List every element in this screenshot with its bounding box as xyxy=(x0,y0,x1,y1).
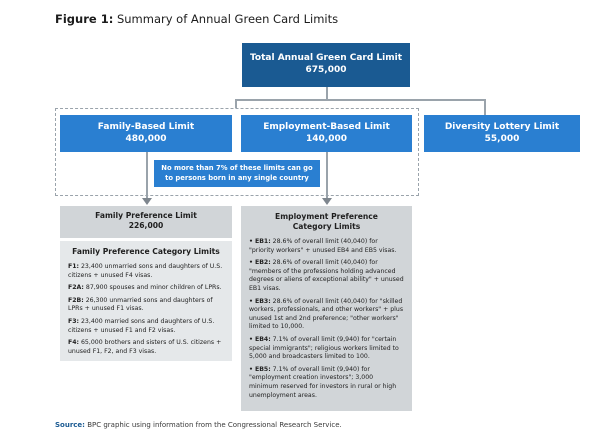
category-text: 65,000 brothers and sisters of U.S. citizens + unused F1, F2, and F3 visas. xyxy=(68,339,222,355)
category-item xyxy=(249,259,404,293)
family-preference-limit-title: Family Preference Limit xyxy=(95,211,197,220)
category-item xyxy=(249,366,404,400)
connector-horizontal xyxy=(235,99,485,101)
category-item xyxy=(68,263,224,280)
category-code: F4: xyxy=(68,339,80,347)
total-limit-value: 675,000 xyxy=(305,65,347,75)
category-code: EB3: xyxy=(254,297,271,305)
family-limit-box xyxy=(60,115,232,152)
category-code: EB2: xyxy=(254,259,271,267)
figure-label: Figure 1: xyxy=(55,12,114,26)
total-limit-title: Total Annual Green Card Limit xyxy=(249,53,403,63)
family-preference-limit-value: 226,000 xyxy=(128,221,164,230)
category-code: F2A: xyxy=(68,284,84,292)
category-item xyxy=(68,297,224,314)
bullet-icon: • xyxy=(249,335,253,343)
bullet-icon: • xyxy=(249,238,253,245)
family-limit-title: Family-Based Limit xyxy=(97,122,195,132)
category-text: 28.6% of overall limit (40,040) for "priority workers" + unused EB4 and EB5 visas. xyxy=(249,238,397,254)
employment-categories-list xyxy=(249,238,404,400)
employment-limit-title: Employment-Based Limit xyxy=(263,122,390,132)
source-note xyxy=(55,421,342,429)
category-code: F1: xyxy=(68,263,80,270)
category-code: F3: xyxy=(68,317,80,325)
family-preference-limit-box xyxy=(60,206,232,238)
category-text: 7.1% of overall limit (9,940) for "certain special immigrants"; religious workers limited to 5,000 and broadcasters limited to 100. xyxy=(249,335,399,361)
family-categories-list xyxy=(68,263,224,356)
family-arrow-line xyxy=(146,152,148,200)
category-item xyxy=(249,336,404,362)
category-code: EB1: xyxy=(254,238,271,245)
category-text: 7.1% of overall limit (9,940) for "employment creation investors"; 3,000 minimum reserved for investors in rural or high unemployment areas. xyxy=(249,365,397,399)
diversity-limit-box xyxy=(424,115,580,152)
family-categories-title: Family Preference Category Limits xyxy=(72,247,220,256)
employment-arrow-line xyxy=(326,152,328,200)
category-item xyxy=(249,238,404,255)
category-text: 28.6% of overall limit (40,040) for "members of the professions holding advanced degrees or aliens of exceptional ability" + unused EB1 visas. xyxy=(249,259,404,292)
figure-title-text: Summary of Annual Green Card Limits xyxy=(116,12,339,26)
category-item xyxy=(68,318,224,335)
bullet-icon: • xyxy=(249,259,253,267)
source-label: Source: xyxy=(55,421,85,429)
diversity-limit-value: 55,000 xyxy=(484,134,520,144)
connector-left-drop xyxy=(235,99,237,108)
family-arrow-head xyxy=(142,198,152,205)
category-text: 28.6% of overall limit (40,040) for "skilled workers, professionals, and other workers" + plus unused 1st and 2nd preference; "other workers" limited to 10,000. xyxy=(249,297,404,331)
family-categories-box xyxy=(60,241,232,361)
bullet-icon: • xyxy=(249,297,253,305)
category-code: F2B: xyxy=(68,296,84,304)
family-limit-value: 480,000 xyxy=(125,134,167,144)
category-text: 23,400 unmarried sons and daughters of U.S. citizens + unused F4 visas. xyxy=(68,263,223,279)
source-text: BPC graphic using information from the Congressional Research Service. xyxy=(87,421,342,429)
employment-categories-box xyxy=(241,206,412,411)
category-item xyxy=(68,339,224,356)
category-text: 23,400 married sons and daughters of U.S. citizens + unused F1 and F2 visas. xyxy=(68,317,215,334)
employment-categories-title: Employment Preference Category Limits xyxy=(275,212,378,231)
category-text: 87,900 spouses and minor children of LPRs. xyxy=(85,284,222,292)
employment-limit-value: 140,000 xyxy=(306,134,347,144)
total-limit-box xyxy=(242,43,410,87)
per-country-note: No more than 7% of these limits can go to persons born in any single country xyxy=(154,160,320,187)
figure-title xyxy=(55,12,338,26)
bullet-icon: • xyxy=(249,365,253,373)
diversity-limit-title: Diversity Lottery Limit xyxy=(444,122,560,132)
employment-arrow-head xyxy=(322,198,332,205)
category-item xyxy=(249,298,404,332)
category-code: EB5: xyxy=(254,365,271,373)
employment-limit-box xyxy=(241,115,412,152)
category-item xyxy=(68,284,224,293)
connector-right-drop xyxy=(484,99,486,115)
category-code: EB4: xyxy=(254,335,271,343)
category-text: 26,300 unmarried sons and daughters of LPRs + unused F1 visas. xyxy=(68,296,213,313)
